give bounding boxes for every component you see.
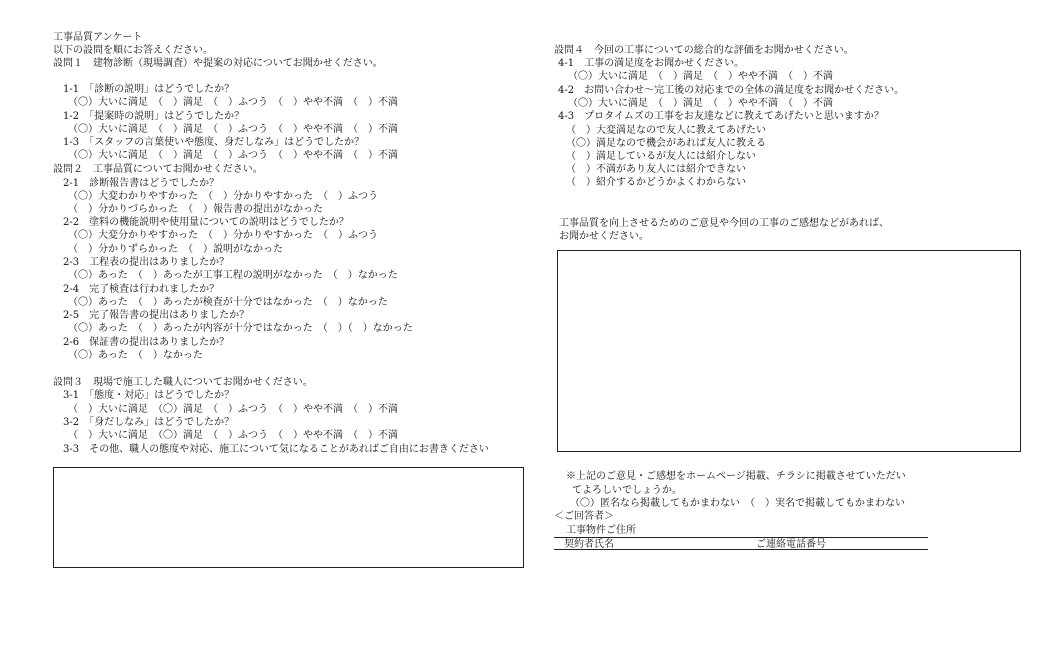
q4-3-option-3[interactable]: （ ）満足しているが友人には紹介しない: [566, 151, 756, 162]
q1-heading: 設問１ 建物診断（現場調査）や提案の対応についてお聞かせください。: [53, 58, 383, 69]
survey-title: 工事品質アンケート: [53, 32, 143, 43]
q2-1-answers-b[interactable]: （ ）分かりづらかった （ ）報告書の提出がなかった: [68, 204, 323, 215]
q2-1-question: 2-1 診断報告書はどうでしたか？: [63, 178, 220, 189]
q2-4-question: 2-4 完了検査は行われましたか？: [63, 284, 220, 295]
q2-2-question: 2-2 塗料の機能説明や使用量についての説明はどうでしたか？: [63, 217, 349, 228]
q4-1-question: 4-1 工事の満足度をお聞かせください。: [558, 58, 745, 69]
feedback-prompt-line1: 工事品質を向上させるためのご意見や今回の工事のご感想などがあれば、: [559, 218, 889, 229]
q4-2-answers[interactable]: （〇）大いに満足 （ ）満足 （ ）やや不満 （ ）不満: [568, 98, 833, 109]
q3-1-answers[interactable]: （ ）大いに満足 （〇）満足 （ ）ふつう （ ）やや不満 （ ）不満: [68, 404, 398, 415]
q3-3-free-text-box[interactable]: [53, 467, 524, 568]
q3-1-question: 3-1 「態度・対応」はどうでしたか？: [63, 390, 235, 401]
q3-heading: 設問３ 現場で施工した職人についてお聞かせください。: [53, 377, 313, 388]
q2-1-answers-a[interactable]: （〇）大変わかりやすかった （ ）分かりやすかった （ ）ふつう: [68, 191, 378, 202]
q4-3-option-4[interactable]: （ ）不満があり友人には紹介できない: [566, 164, 746, 175]
q2-6-answers[interactable]: （〇）あった （ ）なかった: [68, 350, 203, 361]
q4-2-question: 4-2 お問い合わせ～完工後の対応までの全体の満足度をお聞かせください。: [558, 85, 905, 96]
q4-heading: 設問４ 今回の工事についての総合的な評価をお聞かせください。: [554, 45, 854, 56]
q1-1-answers[interactable]: （〇）大いに満足 （ ）満足 （ ）ふつう （ ）やや不満 （ ）不満: [68, 97, 398, 108]
phone-label: ご連絡電話番号: [756, 539, 826, 550]
publish-consent-options[interactable]: （〇）匿名なら掲載してもかまわない （ ）実名で掲載してもかまわない: [570, 498, 905, 509]
q2-2-answers-a[interactable]: （〇）大変分かりやすかった （ ）分かりやすかった （ ）ふつう: [68, 230, 378, 241]
q4-3-option-5[interactable]: （ ）紹介するかどうかよくわからない: [566, 177, 746, 188]
q2-3-question: 2-3 工程表の提出はありましたか？: [63, 257, 230, 268]
respondent-heading: ＜ご回答者＞: [554, 511, 614, 522]
q2-4-answers[interactable]: （〇）あった （ ）あったが検査が十分ではなかった （ ）なかった: [68, 297, 388, 308]
q1-2-question: 1-2 「提案時の説明」はどうでしたか？: [63, 111, 245, 122]
publish-consent-line2: てよろしいでしょうか。: [572, 485, 682, 496]
q4-3-option-1[interactable]: （ ）大変満足なので友人に教えてあげたい: [566, 125, 766, 136]
q1-3-question: 1-3 「スタッフの言葉使いや態度、身だしなみ」はどうでしたか？: [63, 137, 365, 148]
publish-consent-line1: ※上記のご意見・ご感想をホームページ掲載、チラシに掲載させていただい: [566, 471, 906, 482]
feedback-prompt-line2: お聞かせください。: [559, 231, 649, 242]
q4-1-answers[interactable]: （〇）大いに満足 （ ）満足 （ ）やや不満 （ ）不満: [568, 71, 833, 82]
q2-6-question: 2-6 保証書の提出はありましたか？: [63, 337, 230, 348]
q1-1-question: 1-1 「診断の説明」はどうでしたか？: [63, 84, 235, 95]
q2-2-answers-b[interactable]: （ ）分かりずらかった （ ）説明がなかった: [68, 244, 283, 255]
contract-name-label: 契約者氏名: [564, 539, 614, 550]
q4-3-question: 4-3 プロタイムズの工事をお友達などに教えてあげたいと思いますか？: [558, 111, 884, 122]
name-phone-underline[interactable]: [554, 549, 928, 550]
address-label: 工事物件ご住所: [566, 525, 636, 536]
q1-2-answers[interactable]: （〇）大いに満足 （ ）満足 （ ）ふつう （ ）やや不満 （ ）不満: [68, 124, 398, 135]
q2-5-question: 2-5 完了報告書の提出はありましたか？: [63, 310, 250, 321]
q3-2-question: 3-2 「身だしなみ」はどうでしたか？: [63, 417, 235, 428]
feedback-free-text-box[interactable]: [557, 250, 1021, 452]
q3-3-question: 3-3 その他、職人の態度や対応、施工について気になることがあればご自由にお書きください: [63, 444, 489, 455]
q2-5-answers[interactable]: （〇）あった （ ）あったが内容が十分ではなかった （ ）（ ）なかった: [68, 323, 413, 334]
q2-3-answers[interactable]: （〇）あった （ ）あったが工事工程の説明がなかった （ ）なかった: [68, 270, 398, 281]
q3-2-answers[interactable]: （ ）大いに満足 （〇）満足 （ ）ふつう （ ）やや不満 （ ）不満: [68, 430, 398, 441]
q4-3-option-2[interactable]: （〇）満足なので機会があれば友人に教える: [566, 138, 766, 149]
q1-3-answers[interactable]: （〇）大いに満足 （ ）満足 （ ）ふつう （ ）やや不満 （ ）不満: [68, 150, 398, 161]
intro-text: 以下の設問を順にお答えください。: [53, 45, 213, 56]
q2-heading: 設問２ 工事品質についてお聞かせください。: [53, 164, 263, 175]
